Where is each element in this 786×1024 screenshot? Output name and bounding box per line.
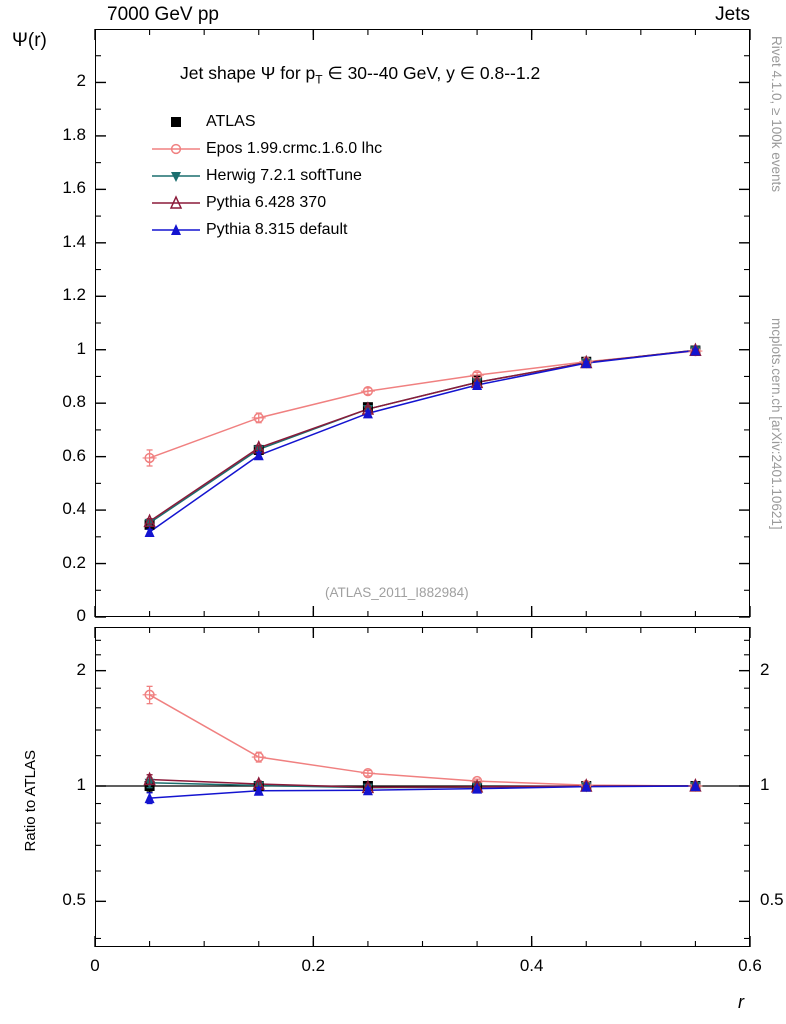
x-axis-label: r [738, 992, 744, 1012]
y-tick-label-ratio-right: 1 [760, 774, 770, 794]
legend-label: ATLAS [206, 113, 256, 130]
header-beam-label: 7000 GeV pp [107, 4, 219, 25]
title-post: ∈ 30--40 GeV, y ∈ 0.8--1.2 [322, 63, 541, 83]
y-tick-label-main: 0 [76, 606, 86, 625]
analysis-id-watermark: (ATLAS_2011_I882984) [325, 585, 469, 600]
series-line-2 [150, 350, 696, 523]
title-psi: Ψ [260, 63, 276, 83]
y-tick-label-main: 1.6 [62, 178, 86, 198]
legend-label: Pythia 8.315 default [206, 221, 348, 238]
legend-label: Herwig 7.2.1 softTune [206, 167, 362, 184]
y-axis-label-main-text: Ψ(r) [12, 30, 47, 51]
x-tick-label: 0.4 [519, 956, 544, 975]
y-tick-label-main: 0.2 [62, 552, 86, 572]
y-tick-label-main: 1.4 [62, 231, 86, 251]
source-label: mcplots.cern.ch [arXiv:2401.10621] [769, 318, 784, 530]
y-tick-label-ratio-right: 2 [760, 659, 770, 679]
x-tick-label: 0.6 [738, 956, 762, 975]
title-pre: Jet shape [180, 63, 261, 83]
ratio-line-1 [150, 695, 696, 786]
y-tick-label-main: 2 [76, 71, 86, 91]
y-tick-label-main: 1.2 [62, 285, 86, 305]
legend-label: Pythia 6.428 370 [206, 194, 327, 211]
x-tick-label: 0.2 [301, 956, 326, 975]
header-analysis-label: Jets [715, 4, 750, 25]
series-line-4 [150, 351, 696, 532]
series-line-3 [150, 350, 696, 521]
y-tick-label-main: 0.8 [62, 392, 86, 412]
y-tick-label-ratio-right: 0.5 [760, 890, 784, 910]
title-mid: for p [275, 63, 316, 83]
legend-label: Epos 1.99.crmc.1.6.0 lhc [206, 140, 383, 157]
y-tick-label-ratio: 0.5 [62, 890, 86, 910]
y-tick-label-main: 1.8 [62, 124, 86, 144]
y-tick-label-ratio: 2 [76, 659, 86, 679]
x-tick-label: 0 [90, 956, 100, 975]
series-line-1 [150, 351, 696, 458]
title-subscript: T [315, 72, 323, 87]
rivet-version-label: Rivet 4.1.0, ≥ 100k events [769, 36, 784, 192]
y-tick-label-main: 1 [76, 338, 86, 358]
y-axis-label-ratio: Ratio to ATLAS [22, 750, 39, 852]
y-tick-label-main: 0.6 [62, 445, 86, 465]
y-tick-label-ratio: 1 [76, 774, 86, 794]
y-tick-label-main: 0.4 [62, 499, 86, 519]
